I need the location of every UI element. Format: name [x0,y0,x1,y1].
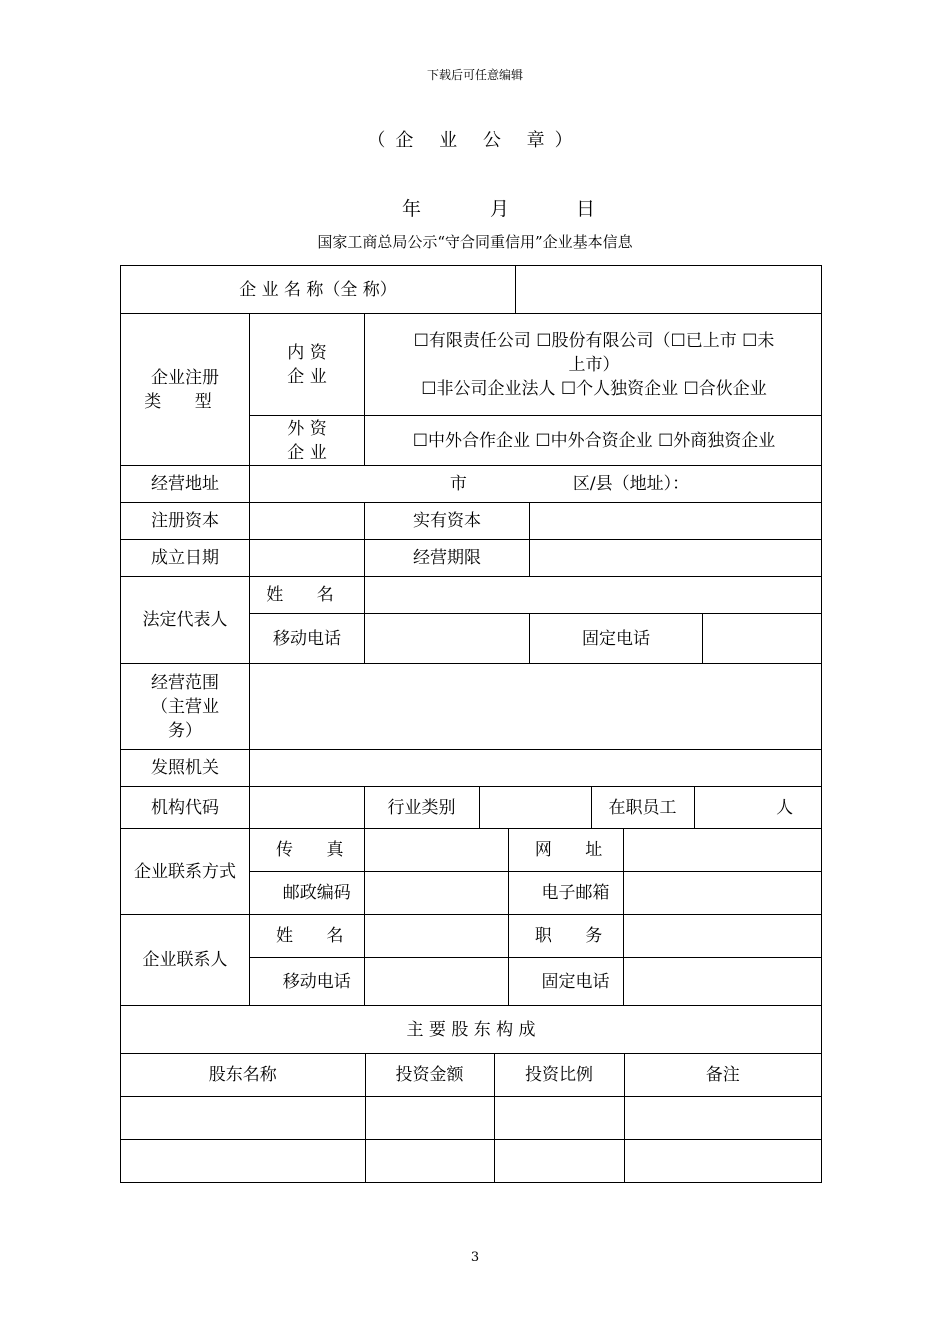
shareholder-row [121,1139,821,1182]
contact-name-value[interactable] [364,915,508,957]
reg-capital-value[interactable] [250,503,365,540]
issuer-label: 发照机关 [121,750,250,787]
website-label: 网 址 [508,829,623,871]
contact-name-label: 姓 名 [250,915,364,957]
enterprise-info-form [120,265,822,1183]
reg-capital-label: 注册资本 [121,503,250,540]
sh-ratio-cell[interactable] [494,1139,624,1182]
paid-capital-label: 实有资本 [365,503,530,540]
email-value[interactable] [623,872,821,914]
date-year: 年 [402,198,422,220]
page-number: 3 [470,1250,480,1265]
est-date-label: 成立日期 [121,540,250,577]
staff-label: 在职员工 [591,787,694,828]
issuer-value[interactable] [250,750,822,787]
foreign-options[interactable]: ☐中外合作企业 ☐中外合资企业 ☐外商独资企业 [365,416,822,466]
staff-value[interactable] [694,787,821,828]
position-value[interactable] [623,915,821,957]
sh-name-cell[interactable] [121,1096,365,1139]
shareholder-row [121,1096,821,1139]
sh-ratio-header: 投资比例 [494,1054,624,1096]
date-day: 日 [576,198,596,220]
legal-rep-landline-value[interactable] [703,614,822,664]
contact-landline-label: 固定电话 [508,958,623,1005]
company-name-label: 企 业 名 称（全 称） [121,266,516,314]
legal-rep-landline-label: 固定电话 [530,614,703,664]
legal-rep-mobile-label: 移动电话 [250,614,365,664]
domestic-options[interactable]: ☐有限责任公司 ☐股份有限公司（☐已上市 ☐未 上市） ☐非公司企业法人 ☐个人独资企业 ☐合伙企业 [365,314,822,416]
seal-label: （企 业 公 章） [367,130,583,151]
contact-mobile-label: 移动电话 [250,958,364,1005]
scope-value[interactable] [250,664,822,750]
header-note: 下载后可任意编辑 [426,68,523,82]
sh-name-cell[interactable] [121,1139,365,1182]
est-date-value[interactable] [250,540,365,577]
date-month: 月 [490,198,510,220]
reg-type-label: 企业注册 类 型 [121,314,250,466]
fax-value[interactable] [364,829,508,871]
contact-method-label: 企业联系方式 [121,829,250,915]
sh-amount-cell[interactable] [365,1139,494,1182]
document-title: 国家工商总局公示“守合同重信用”企业基本信息 [317,233,633,251]
contact-landline-value[interactable] [623,958,821,1005]
legal-rep-name-label: 姓 名 [250,577,365,614]
postcode-value[interactable] [364,872,508,914]
shareholders-title: 主 要 股 东 构 成 [121,1006,822,1054]
sh-ratio-cell[interactable] [494,1096,624,1139]
contact-person-label: 企业联系人 [121,915,250,1006]
paid-capital-value[interactable] [530,503,822,540]
sh-amount-header: 投资金额 [365,1054,494,1096]
address-label: 经营地址 [121,466,250,503]
sh-amount-cell[interactable] [365,1096,494,1139]
postcode-label: 邮政编码 [250,872,364,914]
sh-note-header: 备注 [705,1064,740,1085]
legal-rep-mobile-value[interactable] [365,614,530,664]
org-code-value[interactable] [250,787,364,828]
foreign-label: 外 资 企 业 [250,416,365,466]
staff-unit: 人 [776,797,794,818]
term-label: 经营期限 [365,540,530,577]
address-value[interactable] [250,466,822,503]
term-value[interactable] [530,540,822,577]
sh-note-cell[interactable] [624,1096,821,1139]
position-label: 职 务 [508,915,623,957]
legal-rep-label: 法定代表人 [121,577,250,664]
scope-label: 经营范围 （主营业 务） [121,664,250,750]
website-value[interactable] [623,829,821,871]
industry-value[interactable] [479,787,591,828]
contact-mobile-value[interactable] [364,958,508,1005]
org-code-label: 机构代码 [121,787,250,829]
email-label: 电子邮箱 [508,872,623,914]
address-city: 市 [449,474,467,494]
fax-label: 传 真 [250,829,364,871]
company-name-value[interactable] [516,266,822,314]
industry-label: 行业类别 [364,787,479,828]
sh-note-cell[interactable] [624,1139,821,1182]
domestic-label: 内 资 企 业 [250,314,365,416]
legal-rep-name-value[interactable] [365,577,822,614]
address-district: 区/县（地址）： [572,474,690,494]
sh-name-header: 股东名称 [121,1054,365,1096]
